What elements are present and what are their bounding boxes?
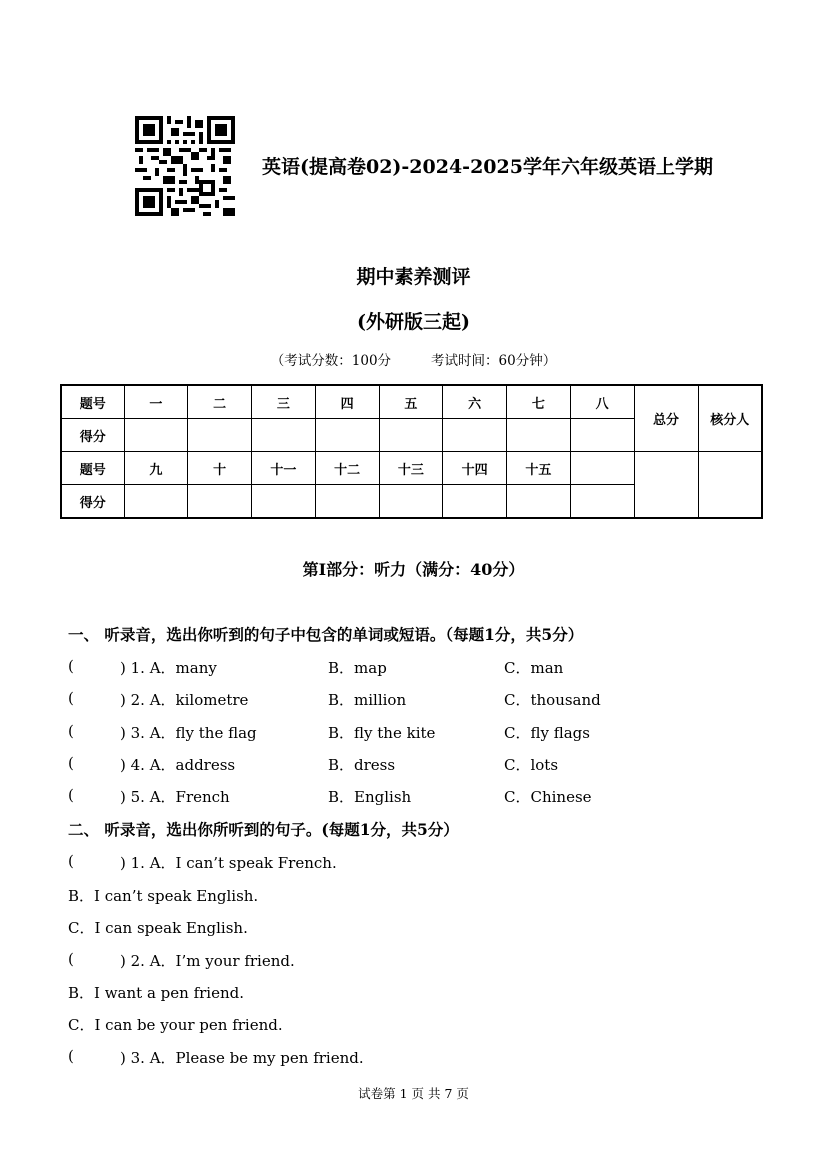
score-entry-cell bbox=[188, 485, 252, 519]
table-cell: 十二 bbox=[315, 452, 379, 485]
option-b: B．English bbox=[328, 788, 412, 806]
table-cell: 一 bbox=[124, 385, 188, 419]
question-line bbox=[0, 982, 827, 1004]
score-entry-cell bbox=[443, 485, 507, 519]
page-footer: 试卷第 1 页 共 7 页 bbox=[358, 1086, 469, 1101]
answer-blank: ( bbox=[68, 689, 74, 707]
score-entry-cell bbox=[379, 419, 443, 452]
option-text: C．I can speak English. bbox=[68, 919, 248, 937]
score-entry-cell bbox=[507, 419, 571, 452]
question-row bbox=[0, 689, 827, 711]
table-header-cell: 得分 bbox=[61, 419, 124, 452]
part-one-title: 一、 听录音，选出你听到的句子中包含的单词或短语。（每题1分，共5分） bbox=[68, 625, 584, 644]
question-line bbox=[0, 1014, 827, 1036]
score-entry-cell bbox=[124, 485, 188, 519]
score-entry-cell bbox=[507, 485, 571, 519]
table-cell: 十三 bbox=[379, 452, 443, 485]
question-line bbox=[0, 1047, 827, 1069]
answer-blank: ( bbox=[68, 786, 74, 804]
option-c: C．thousand bbox=[504, 691, 601, 709]
option-text: ) 2. A．I’m your friend. bbox=[120, 952, 295, 970]
exam-info bbox=[0, 349, 827, 369]
question-line bbox=[0, 950, 827, 972]
score-entry-cell bbox=[252, 485, 316, 519]
option-a: ) 1. A．many bbox=[120, 659, 217, 677]
question-row bbox=[0, 722, 827, 744]
score-entry-cell bbox=[315, 485, 379, 519]
table-cell: 十四 bbox=[443, 452, 507, 485]
question-line bbox=[0, 917, 827, 939]
question-row bbox=[0, 754, 827, 776]
qr-code-image bbox=[135, 116, 235, 216]
table-cell bbox=[570, 452, 634, 485]
table-cell: 十一 bbox=[252, 452, 316, 485]
question-line bbox=[0, 852, 827, 874]
checker-label: 核分人 bbox=[698, 385, 762, 452]
table-cell: 三 bbox=[252, 385, 316, 419]
question-row bbox=[0, 786, 827, 808]
table-cell: 六 bbox=[443, 385, 507, 419]
total-score-cell bbox=[634, 452, 698, 519]
option-text: C．I can be your pen friend. bbox=[68, 1016, 283, 1034]
option-b: B．fly the kite bbox=[328, 724, 436, 742]
table-cell: 二 bbox=[188, 385, 252, 419]
option-b: B．million bbox=[328, 691, 407, 709]
answer-blank: ( bbox=[68, 1047, 74, 1065]
option-a: ) 2. A．kilometre bbox=[120, 691, 249, 709]
answer-blank: ( bbox=[68, 722, 74, 740]
score-entry-cell bbox=[252, 419, 316, 452]
question-row bbox=[0, 657, 827, 679]
score-entry-cell bbox=[379, 485, 443, 519]
option-c: C．man bbox=[504, 659, 564, 677]
option-text: B．I can’t speak English. bbox=[68, 887, 259, 905]
table-header-cell: 得分 bbox=[61, 485, 124, 519]
option-text: ) 3. A．Please be my pen friend. bbox=[120, 1049, 364, 1067]
table-header-cell: 题号 bbox=[61, 385, 124, 419]
option-text: B．I want a pen friend. bbox=[68, 984, 245, 1002]
answer-blank: ( bbox=[68, 950, 74, 968]
option-c: C．Chinese bbox=[504, 788, 592, 806]
part-two-title: 二、 听录音，选出你所听到的句子。(每题1分，共5分） bbox=[68, 820, 459, 839]
answer-blank: ( bbox=[68, 754, 74, 772]
option-c: C．lots bbox=[504, 756, 559, 774]
score-entry-cell bbox=[188, 419, 252, 452]
option-a: ) 5. A．French bbox=[120, 788, 230, 806]
table-cell: 九 bbox=[124, 452, 188, 485]
checker-cell bbox=[698, 452, 762, 519]
score-entry-cell bbox=[443, 419, 507, 452]
score-table bbox=[60, 384, 763, 519]
answer-blank: ( bbox=[68, 852, 74, 870]
option-a: ) 4. A．address bbox=[120, 756, 236, 774]
option-b: B．map bbox=[328, 659, 387, 677]
score-entry-cell bbox=[570, 419, 634, 452]
table-cell: 十 bbox=[188, 452, 252, 485]
option-c: C．fly flags bbox=[504, 724, 590, 742]
table-cell: 五 bbox=[379, 385, 443, 419]
table-cell: 十五 bbox=[507, 452, 571, 485]
table-header-cell: 题号 bbox=[61, 452, 124, 485]
option-a: ) 3. A．fly the flag bbox=[120, 724, 257, 742]
document-title: 英语(提高卷02)-2024-2025学年六年级英语上学期 bbox=[262, 156, 713, 178]
section-heading: 第I部分：听力（满分：40分） bbox=[302, 560, 525, 579]
question-line bbox=[0, 885, 827, 907]
exam-score-label: （考试分数：100分 bbox=[270, 353, 392, 369]
option-text: ) 1. A．I can’t speak French. bbox=[120, 854, 337, 872]
answer-blank: ( bbox=[68, 657, 74, 675]
edition-label: (外研版三起) bbox=[357, 311, 470, 333]
option-b: B．dress bbox=[328, 756, 396, 774]
exam-time-label: 考试时间：60分钟） bbox=[431, 353, 557, 369]
score-entry-cell bbox=[315, 419, 379, 452]
score-entry-cell bbox=[570, 485, 634, 519]
document-subtitle: 期中素养测评 bbox=[356, 266, 471, 288]
total-score-label: 总分 bbox=[634, 385, 698, 452]
table-cell: 七 bbox=[507, 385, 571, 419]
table-cell: 八 bbox=[570, 385, 634, 419]
score-entry-cell bbox=[124, 419, 188, 452]
table-cell: 四 bbox=[315, 385, 379, 419]
